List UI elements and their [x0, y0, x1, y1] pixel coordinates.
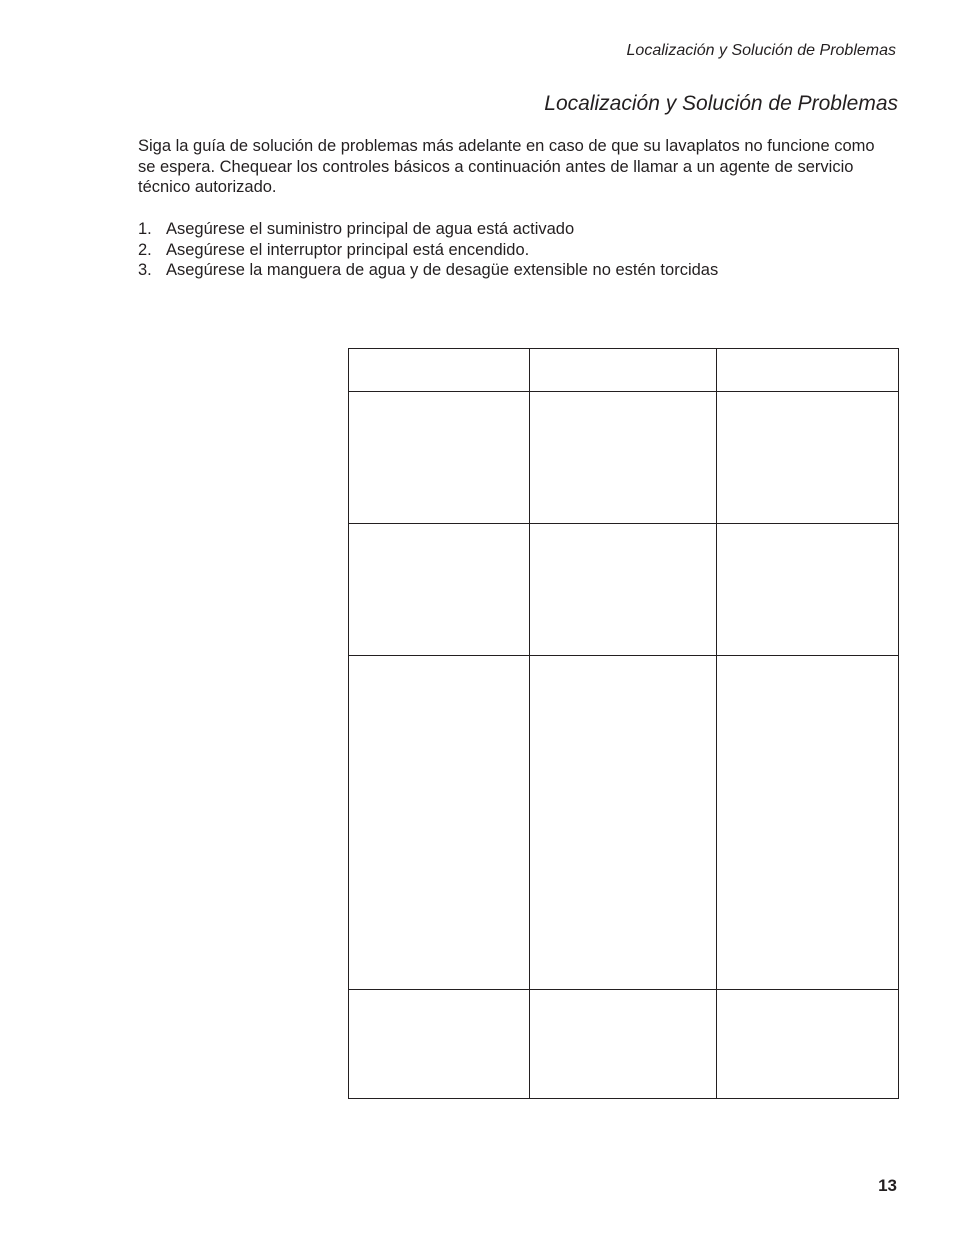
table-cell	[530, 392, 717, 524]
table-row	[349, 392, 899, 524]
table-row	[349, 656, 899, 990]
table-cell	[530, 656, 717, 990]
troubleshooting-table	[348, 348, 899, 1099]
checklist-number: 1.	[138, 220, 152, 238]
checklist-text: Asegúrese el interruptor principal está encendido.	[166, 240, 530, 259]
table-cell	[717, 656, 899, 990]
table-cell	[349, 656, 530, 990]
checklist-item	[138, 260, 878, 281]
table-cell	[349, 990, 530, 1099]
table-cell	[530, 990, 717, 1099]
table-cell	[349, 524, 530, 656]
table-cell	[717, 392, 899, 524]
table-cell	[349, 392, 530, 524]
table-header-cell	[349, 349, 530, 392]
page-number: 13	[878, 1176, 897, 1195]
checklist-number: 2.	[138, 240, 152, 259]
table-header-cell	[717, 349, 899, 392]
checklist-text: Asegúrese el suministro principal de agua está activado	[166, 220, 575, 238]
table-row	[349, 990, 899, 1099]
intro-paragraph: Siga la guía de solución de problemas más adelante en caso de que su lavaplatos no funcione como se espera. Chequear los controles básicos a continuación antes de llamar a un agente de servicio técnico autorizado.	[138, 137, 875, 196]
checklist-item	[138, 240, 878, 261]
running-header: Localización y Solución de Problemas	[626, 42, 896, 59]
table-cell	[530, 524, 717, 656]
table-cell	[717, 524, 899, 656]
table-header-row	[349, 349, 899, 392]
table-row	[349, 524, 899, 656]
checklist-number: 3.	[138, 261, 152, 280]
table-cell	[717, 990, 899, 1099]
page-title: Localización y Solución de Problemas	[544, 92, 898, 115]
checklist-item	[138, 219, 878, 240]
table-header-cell	[530, 349, 717, 392]
checklist	[138, 219, 878, 281]
checklist-text: Asegúrese la manguera de agua y de desagüe extensible no estén torcidas	[166, 261, 719, 280]
